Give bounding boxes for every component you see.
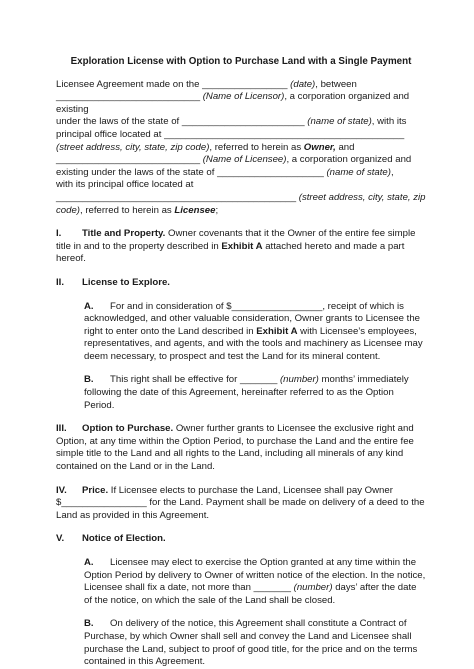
- subsection-2a: [84, 301, 426, 364]
- section-number: I.: [56, 228, 62, 240]
- text: with its principal office located at: [56, 179, 194, 191]
- text: ;: [215, 204, 219, 216]
- preamble: [56, 79, 426, 218]
- preamble-line: [56, 205, 426, 218]
- owner-term: Owner,: [303, 141, 336, 153]
- preamble-line: [56, 79, 426, 92]
- field-label: (Name of Licensee): [200, 154, 287, 166]
- licensee-state-blank: ____________________: [217, 166, 324, 178]
- field-label: (name of state): [323, 166, 391, 178]
- text: This right shall be effective for: [110, 374, 240, 386]
- text: Owner covenants that it the Owner of the entire fee simple title in and to the property described in: [56, 228, 416, 252]
- text: attached hereto and made a part hereof.: [56, 240, 405, 265]
- subsection-label: B.: [84, 618, 94, 630]
- exhibit-ref: Exhibit A: [256, 325, 298, 337]
- field-label: (Name of Licensor): [200, 91, 285, 103]
- preamble-line: [56, 192, 426, 205]
- months-blank: _______: [239, 374, 278, 386]
- text: , referred to herein as: [80, 204, 175, 216]
- text: , between: [315, 78, 357, 90]
- preamble-line: [56, 179, 426, 192]
- text: , referred to herein as: [209, 141, 304, 153]
- text: On delivery of the notice, this Agreement shall constitute a Contract of Purchase, by which Owner shall sell and convey the Land and Licensee shall purchase the Land, subject to proof of good title, for the price and on the terms contained in this Agreement.: [84, 618, 418, 668]
- document-title: Exploration License with Option to Purchase Land with a Single Payment: [70, 56, 412, 67]
- text: For and in consideration of $: [110, 300, 232, 312]
- text: If Licensee elects to purchase the Land, Licensee shall pay Owner $: [56, 484, 393, 509]
- date-blank: ________________: [202, 78, 288, 90]
- text: , with its: [371, 116, 407, 128]
- section-price: [56, 485, 426, 523]
- licensee-address-blank: _____________________________________________: [56, 191, 297, 203]
- licensor-state-blank: _______________________: [181, 116, 305, 128]
- field-label: code): [56, 204, 80, 216]
- text: existing under the laws of the state of: [56, 166, 218, 178]
- consideration-blank: _________________: [231, 300, 323, 312]
- licensor-address-blank: _____________________________________________: [164, 128, 405, 140]
- subsection-label: B.: [84, 374, 94, 386]
- text: Owner further grants to Licensee the exclusive right and Option, at any time within the Option Period, to purchase the Land and the entire fee simple title to the Land and all rights to the Land, including all minerals of any kind contained on the Land or in the Land.: [56, 423, 414, 473]
- section-heading: License to Explore.: [82, 276, 170, 288]
- preamble-line: [56, 129, 426, 142]
- section-heading: Notice of Election.: [82, 533, 166, 545]
- subsection-label: A.: [84, 557, 94, 568]
- text: days’ after the date of the notice, on which the sale of the Land shall be closed.: [84, 582, 417, 606]
- text: Licensee may elect to exercise the Option granted at any time within the Option Period by delivery to Owner of written notice of the election. In the notice, Licensee shall fix a date, not more than: [84, 557, 426, 594]
- text: under the laws of the state of: [56, 116, 182, 128]
- section-heading: Price.: [82, 484, 109, 496]
- field-label: (name of state): [304, 116, 372, 128]
- text: and: [335, 141, 355, 153]
- subsection-5b: [84, 618, 426, 668]
- licensee-term: Licensee: [174, 204, 216, 216]
- preamble-line: [56, 91, 426, 116]
- field-label: (number): [290, 582, 333, 594]
- section-title-and-property: [56, 228, 426, 266]
- days-blank: _______: [253, 582, 291, 594]
- field-label: (street address, city, state, zip: [296, 191, 426, 203]
- text: for the Land. Payment shall be made on delivery of a deed to the Land as provided in this Agreement.: [56, 497, 425, 521]
- section-number: II.: [56, 276, 64, 288]
- preamble-line: [56, 154, 426, 167]
- text: , a corporation organized and: [286, 154, 412, 166]
- section-heading: Title and Property.: [82, 228, 166, 240]
- price-blank: ________________: [61, 497, 147, 509]
- field-label: (number): [277, 374, 319, 386]
- text: , a corporation organized and existing: [56, 91, 410, 115]
- subsection-label: A.: [84, 300, 94, 312]
- field-label: (street address, city, state, zip code): [56, 141, 210, 153]
- exhibit-ref: Exhibit A: [221, 240, 263, 252]
- text: months’ immediately following the date of this Agreement, hereinafter referred to as the Option Period.: [84, 374, 409, 411]
- preamble-line: [56, 116, 426, 129]
- subsection-5a: [84, 557, 426, 607]
- preamble-line: [56, 167, 426, 180]
- preamble-line: [56, 142, 426, 155]
- section-notice-of-election: [56, 533, 426, 546]
- section-heading: Option to Purchase.: [82, 423, 174, 435]
- licensee-name-blank: ___________________________: [56, 154, 201, 166]
- section-license-to-explore: [56, 277, 426, 290]
- text: with Licensee’s employees, representatives, and agents, and with the tools and machinery as Licensee may deem necessary, to prospect and test the Land for its mineral content.: [84, 325, 423, 362]
- section-number: V.: [56, 533, 65, 545]
- section-option-to-purchase: [56, 423, 426, 473]
- text: principal office located at: [56, 128, 165, 140]
- section-number: IV.: [56, 484, 67, 496]
- licensor-name-blank: ___________________________: [56, 91, 201, 103]
- text: Licensee Agreement made on the: [56, 78, 203, 90]
- subsection-2b: [84, 374, 426, 412]
- section-number: III.: [56, 423, 67, 435]
- text: , receipt of which is acknowledged, and other valuable consideration, Owner grants to Licensee the right to enter onto the Land described in: [84, 300, 420, 337]
- field-label: (date): [287, 78, 316, 90]
- text: ,: [390, 166, 394, 178]
